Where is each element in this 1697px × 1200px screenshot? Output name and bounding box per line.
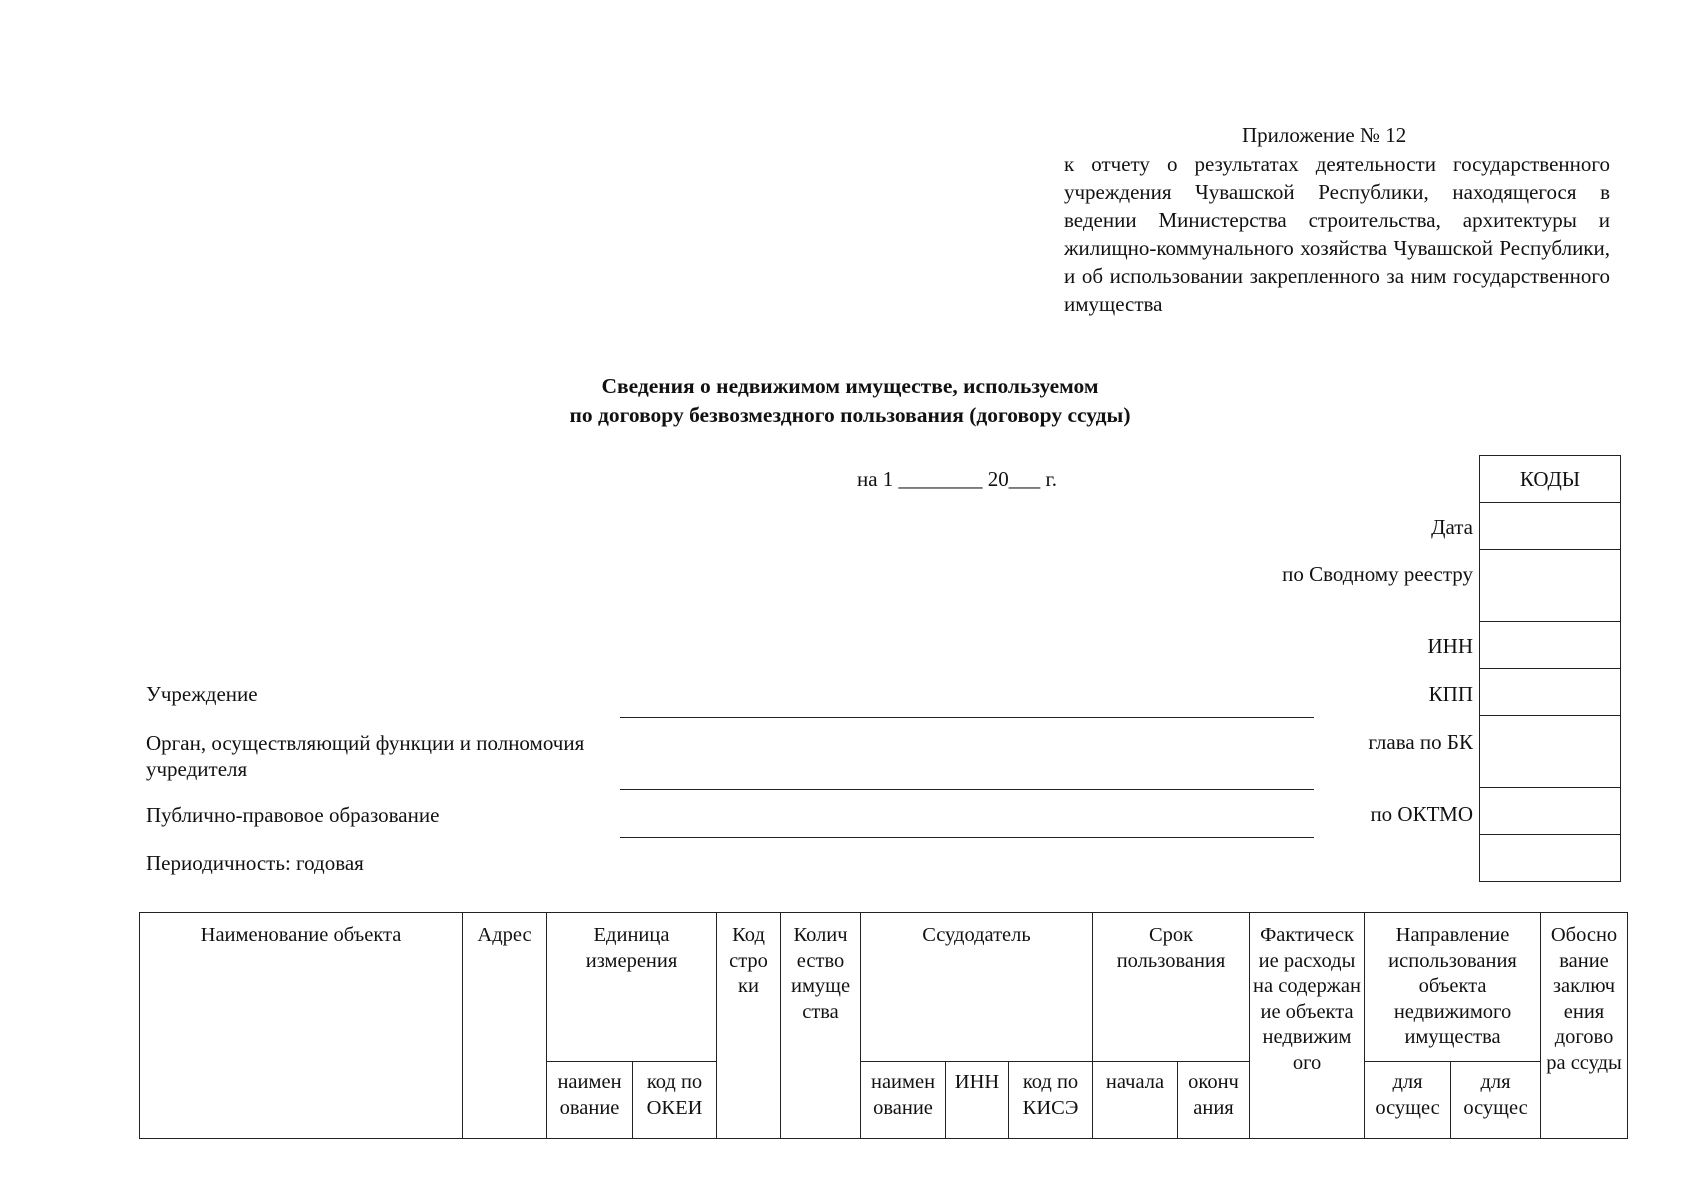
codes-header: КОДЫ (1480, 456, 1621, 503)
header-lender: Ссудодатель (861, 913, 1093, 1062)
property-table (139, 912, 1628, 1139)
header-direction-2: для осущес (1451, 1062, 1541, 1139)
code-label-oktmo: по ОКТМО (1370, 802, 1473, 826)
codes-table (1479, 455, 1621, 882)
report-date-line: на 1 ________ 20___ г. (857, 467, 1058, 491)
header-line-code: Код стро ки (717, 913, 781, 1139)
code-label-inn: ИНН (1427, 634, 1473, 658)
institution-fill-line[interactable] (620, 717, 1314, 718)
header-lender-kise: код по КИСЭ (1009, 1062, 1093, 1139)
code-label-date: Дата (1431, 515, 1473, 539)
header-object-name: Наименование объекта (140, 913, 463, 1139)
form-title-line1: Сведения о недвижимом имуществе, используемом (601, 374, 1099, 398)
code-cell-inn[interactable] (1480, 622, 1621, 669)
header-unit-name: наимен ование (547, 1062, 633, 1139)
form-title (400, 372, 1300, 430)
code-label-bk-chapter: глава по БК (1368, 730, 1473, 754)
code-cell-kpp[interactable] (1480, 669, 1621, 716)
appendix-title: Приложение № 12 (1242, 123, 1407, 147)
periodicity-label: Периодичность: годовая (146, 851, 364, 875)
header-lender-name: наимен ование (861, 1062, 946, 1139)
header-term: Срок пользования (1093, 913, 1250, 1062)
header-lender-inn: ИНН (946, 1062, 1009, 1139)
code-cell-registry[interactable] (1480, 550, 1621, 622)
code-cell-oktmo[interactable] (1480, 788, 1621, 835)
header-term-end: оконч ания (1178, 1062, 1250, 1139)
public-entity-label: Публично-правовое образование (146, 803, 440, 827)
header-justification: Обосно вание заключ ения догово ра ссуды (1541, 913, 1628, 1139)
public-entity-fill-line[interactable] (620, 837, 1314, 838)
form-title-line2: по договору безвозмездного пользования (договору ссуды) (569, 403, 1131, 427)
code-label-registry: по Сводному реестру (1282, 562, 1473, 586)
institution-label: Учреждение (146, 682, 258, 706)
header-term-start: начала (1093, 1062, 1178, 1139)
code-cell-bk-chapter[interactable] (1480, 716, 1621, 788)
header-quantity: Колич ество имуще ства (781, 913, 861, 1139)
appendix-text: к отчету о результатах деятельности государственного учреждения Чувашской Республики, находящегося в ведении Министерства строительства, архитектуры и жилищно-коммунального хозяйства Чувашской Республики, и об использовании закрепленного за ним государственного имущества (1064, 152, 1610, 316)
header-direction: Направление использования объекта недвижимого имущества (1365, 913, 1541, 1062)
header-unit-okei: код по ОКЕИ (633, 1062, 717, 1139)
founder-fill-line[interactable] (620, 789, 1314, 790)
code-cell-date[interactable] (1480, 503, 1621, 550)
header-expenses: Фактическ ие расходы на содержан ие объекта недвижим ого (1250, 913, 1365, 1139)
header-unit: Единица измерения (547, 913, 717, 1062)
code-label-kpp: КПП (1428, 682, 1473, 706)
founder-label: Орган, осуществляющий функции и полномочия учредителя (146, 731, 585, 781)
code-cell-extra[interactable] (1480, 835, 1621, 882)
header-address: Адрес (463, 913, 547, 1139)
header-direction-1: для осущес (1365, 1062, 1451, 1139)
